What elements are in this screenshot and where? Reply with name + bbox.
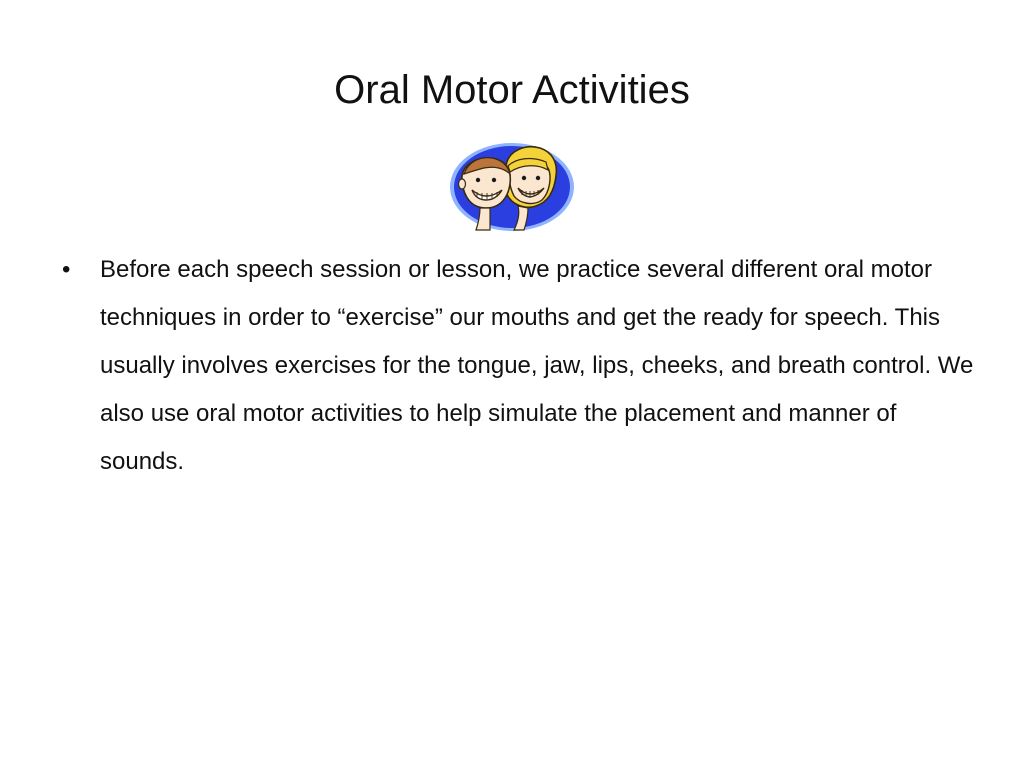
bullet-text: Before each speech session or lesson, we practice several different oral motor techniques in order to “exercise” our mouths and get the ready for speech. This usually involves exercises for the tongue, jaw, lips, cheeks, and breath control. We also use oral motor activities to help simulate the placement and manner of sounds.	[100, 256, 974, 475]
bullet-marker: •	[62, 256, 71, 283]
slide-title: Oral Motor Activities	[334, 68, 690, 112]
bullet-list	[58, 246, 978, 486]
smiling-kids-clipart-icon	[448, 140, 576, 232]
bullet-item	[58, 246, 978, 486]
